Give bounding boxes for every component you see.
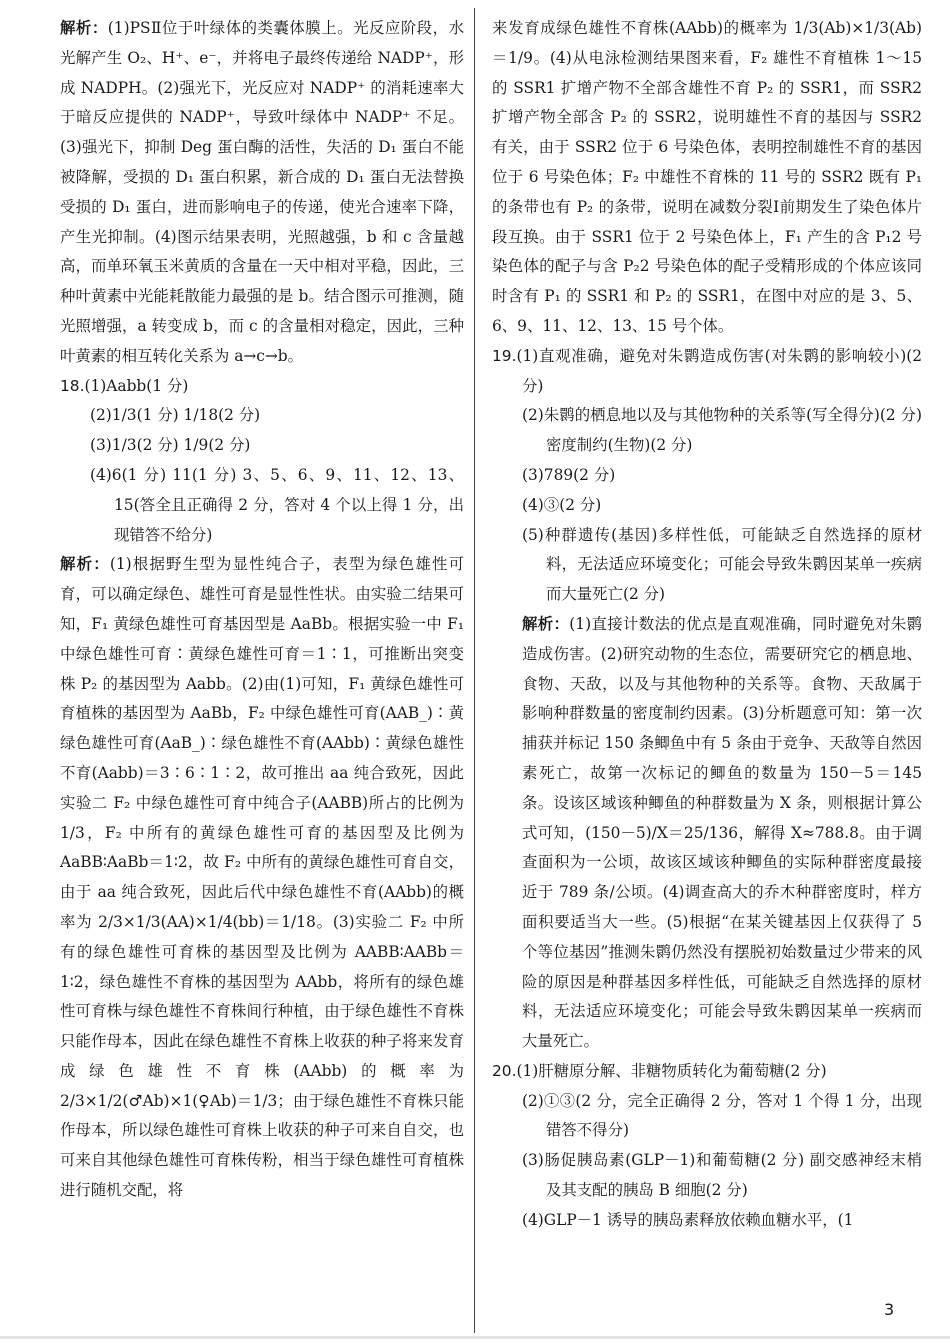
analysis-text: (1)根据野生型为显性纯合子，表型为绿色雄性可育，可以确定绿色、雄性可育是显性性状。由实验二结果可知，F₁ 黄绿色雄性可育基因型是 AaBb。根据实验一中 F₁ 中绿色雄性可育∶黄绿色雄性可育＝1∶1，可推断出突变株 P₂ 的基因型为 Aabb。(2)由(1)可知，F₁ 黄绿色雄性可育植株的基因型为 AaBb，F₂ 中绿色雄性可育(AAB_)∶黄绿色雄性可育(AaB_)∶绿色雄性不育(AAbb)∶黄绿色雄性不育(Aabb)＝3∶6∶1∶2，故可推出 aa 纯合致死，因此实验二 F₂ 中绿色雄性可育中纯合子(AABB)所占的比例为 1/3，F₂ 中所有的黄绿色雄性可育的基因型及比例为 AaBB∶AaBb＝1∶2，故 F₂ 中所有的黄绿色雄性可育自交，由于 aa 纯合致死，因此后代中绿色雄性不育(AAbb)的概率为 2/3×1/3(AA)×1/4(bb)＝1/18。(3)实验二 F₂ 中所有的绿色雄性可育株的基因型及比例为 AABB∶AABb＝1∶2，绿色雄性不育株的基因型为 AAbb，将所有的绿色雄性可育株与绿色雄性不育株间行种植，由于绿色雄性不育株只能作母本，因此在绿色雄性不育株上收获的种子将来发育成绿色雄性不育株(AAbb)的概率为 2/3×1/2(♂Ab)×1(♀Ab)＝1/3；由于绿色雄性不育株只能作母本，所以绿色雄性可育株上收获的种子可来自自交，也可来自其他绿色雄性可育株传粉，相当于绿色雄性可育植株进行随机交配，将 bbox=[60, 555, 464, 1200]
answer-line: (2)①③(2 分，完全正确得 2 分，答对 1 个得 1 分，出现错答不得分) bbox=[522, 1091, 922, 1140]
q20-answers bbox=[492, 1087, 922, 1236]
analysis-label: 解析： bbox=[60, 19, 108, 37]
answer-text: (1)Aabb(1 分) bbox=[84, 376, 189, 395]
analysis-text: (1)PSⅡ位于叶绿体的类囊体膜上。光反应阶段，水光解产生 O₂、H⁺、e⁻，并将电子最终传递给 NADP⁺，形成 NADPH。(2)强光下，光反应对 NADP⁺ 的消耗速率大于暗反应提供的 NADP⁺，导致叶绿体中 NADP⁺ 不足。(3)强光下，抑制 Deg 蛋白酶的活性，失活的 D₁ 蛋白不能被降解，受损的 D₁ 蛋白积累，新合成的 D₁ 蛋白无法替换受损的 D₁ 蛋白，进而影响电子的传递，使光合速率下降，产生光抑制。(4)图示结果表明，光照越强，b 和 c 含量越高，而单环氧玉米黄质的含量在一天中相对平稳，因此，三种叶黄素中光能耗散能力最强的是 b。结合图示可推测，随光照增强，a 转变成 b，而 c 的含量相对稳定，因此，三种叶黄素的相互转化关系为 a→c→b。 bbox=[60, 19, 464, 365]
analysis-18-continued: 来发育成绿色雄性不育株(AAbb)的概率为 1/3(Ab)×1/3(Ab)＝1/9。(4)从电泳检测结果图来看，F₂ 雄性不育植株 1～15 的 SSR1 扩增产物不全部含雄性不育 P₂ 的 SSR1，而 SSR2 扩增产物全部含 P₂ 的 SSR2，说明雄性不育的基因与 SSR2 有关，由于 SSR2 位于 6 号染色体，表明控制雄性不育的基因位于 6 号染色体；F₂ 中雄性不育株的 11 号的 SSR2 既有 P₁ 的条带也有 P₂ 的条带，说明在减数分裂Ⅰ前期发生了染色体片段互换。由于 SSR1 位于 2 号染色体上，F₁ 产生的含 P₁2 号染色体的配子与含 P₂2 号染色体的配子受精形成的个体应该同时含有 P₁ 的 SSR1 和 P₂ 的 SSR1，在图中对应的是 3、5、6、9、11、12、13、15 号个体。 bbox=[492, 19, 922, 335]
q18-answer-1 bbox=[60, 372, 464, 402]
answer-line: (2)朱鹮的栖息地以及与其他物种的关系等(写全得分)(2 分) 密度制约(生物)(2 分) bbox=[522, 406, 922, 455]
analysis-label: 解析： bbox=[522, 614, 570, 633]
answer-text: (1)肝糖原分解、非糖物质转化为葡萄糖(2 分) bbox=[516, 1061, 827, 1080]
analysis-19 bbox=[492, 610, 922, 1057]
analysis-18 bbox=[60, 550, 464, 1206]
answer-line: (3)789(2 分) bbox=[522, 465, 616, 484]
answer-line: (3)肠促胰岛素(GLP－1)和葡萄糖(2 分) 副交感神经末梢及其支配的胰岛 B 细胞(2 分) bbox=[522, 1151, 922, 1200]
right-column bbox=[492, 14, 922, 1236]
answer-line: (3)1/3(2 分) 1/9(2 分) bbox=[90, 436, 251, 455]
answer-line: (4)③(2 分) bbox=[522, 495, 602, 514]
q20-answer-1 bbox=[492, 1057, 922, 1087]
question-number: 18. bbox=[60, 376, 85, 395]
left-column bbox=[60, 14, 464, 1206]
q19-answers bbox=[492, 401, 922, 610]
page-number: 3 bbox=[884, 1300, 895, 1319]
analysis-17 bbox=[60, 14, 464, 372]
answer-line: (4)6(1 分) 11(1 分) 3、5、6、9、11、12、13、15(答全且正确得 2 分，答对 4 个以上得 1 分，出现错答不给分) bbox=[90, 465, 464, 544]
bottom-rule bbox=[0, 1336, 950, 1339]
question-number: 19. bbox=[492, 346, 517, 365]
answer-line: (4)GLP－1 诱导的胰岛素释放依赖血糖水平，(1 bbox=[522, 1210, 854, 1229]
q19-answer-1 bbox=[492, 342, 922, 402]
analysis-label: 解析： bbox=[60, 555, 110, 574]
question-number: 20. bbox=[492, 1061, 517, 1080]
answer-line: (2)1/3(1 分) 1/18(2 分) bbox=[90, 406, 261, 425]
analysis-text: (1)直接计数法的优点是直观准确，同时避免对朱鹮造成伤害。(2)研究动物的生态位，需要研究它的栖息地、食物、天敌，以及与其他物种的关系等。食物、天敌属于影响种群数量的密度制约因素。(3)分析题意可知：第一次捕获并标记 150 条鲫鱼中有 5 条由于竞争、天敌等自然因素死亡，故第一次标记的鲫鱼的数量为 150－5＝145 条。设该区域该种鲫鱼的种群数量为 X 条，则根据计算公式可知，(150－5)/X＝25/136，解得 X≈788.8。由于调查面积为一公顷，故该区域该种鲫鱼的实际种群密度最接近于 789 条/公顷。(4)调查高大的乔木种群密度时，样方面积要适当大一些。(5)根据“在某关键基因上仅获得了 5 个等位基因”推测朱鹮仍然没有摆脱初始数量过少带来的风险的原因是种群基因多样性低，可能缺乏自然选择的原材料，无法适应环境变化；可能会导致朱鹮因某单一疾病而大量死亡。 bbox=[522, 614, 922, 1051]
q18-answers bbox=[60, 401, 464, 550]
answer-line: (5)种群遗传(基因)多样性低，可能缺乏自然选择的原材料，无法适应环境变化；可能会导致朱鹮因某单一疾病而大量死亡(2 分) bbox=[522, 525, 922, 604]
column-divider bbox=[474, 8, 475, 1333]
answer-text: (1)直观准确，避免对朱鹮造成伤害(对朱鹮的影响较小)(2 分) bbox=[516, 346, 922, 395]
